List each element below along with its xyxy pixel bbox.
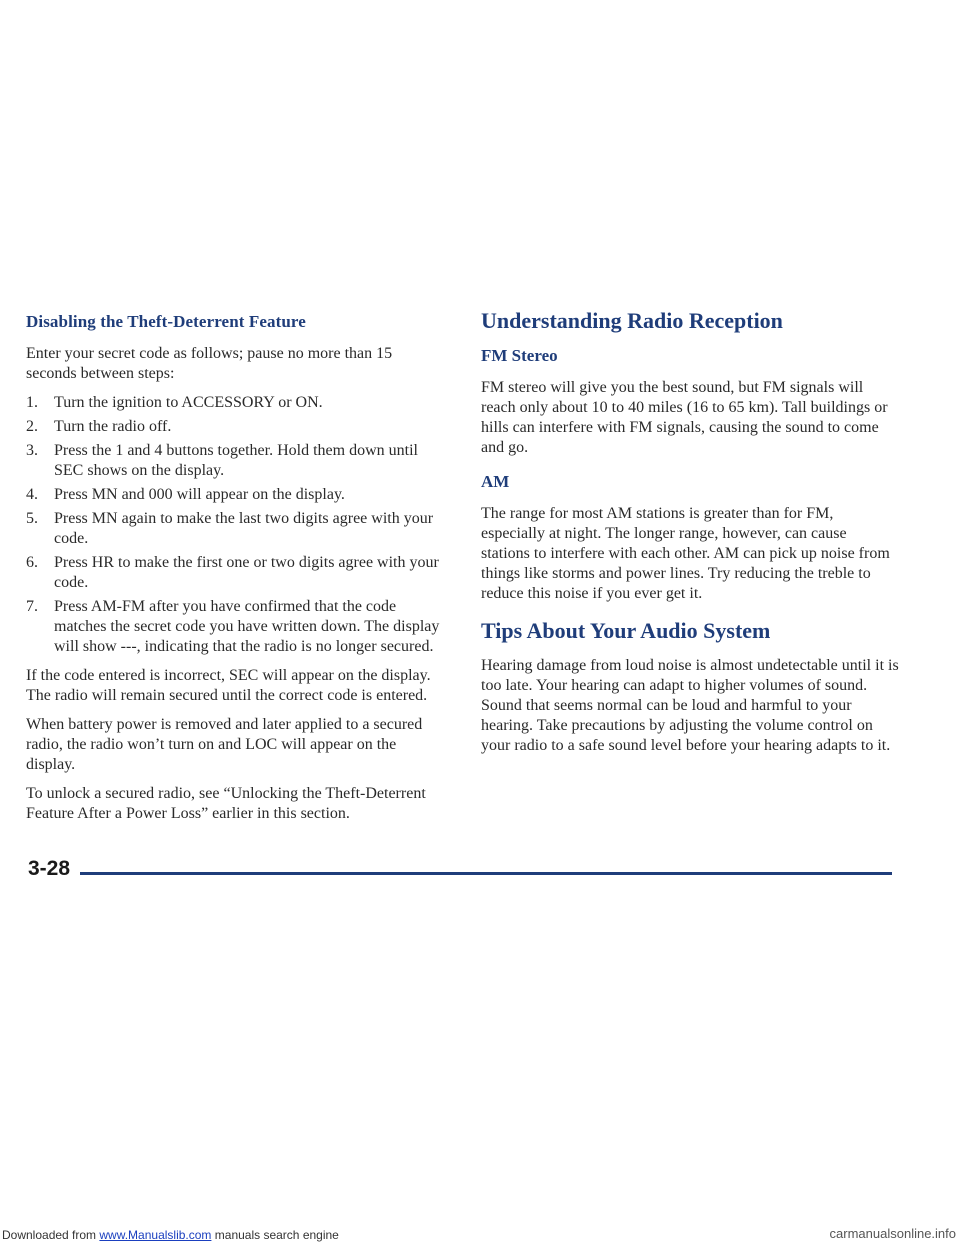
radio-reception-heading: Understanding Radio Reception <box>481 308 783 333</box>
download-suffix: manuals search engine <box>211 1228 339 1242</box>
am-text: The range for most AM stations is greater than for FM, especially at night. The longer range, however, can cause stations to interfere with each other. AM can pick up noise from things like storms and power lines. Try reducing the treble to reduce this noise if you ever get it. <box>481 505 890 602</box>
fm-stereo-heading: FM Stereo <box>481 346 558 365</box>
step-text: Press AM-FM after you have confirmed that the code matches the secret code you have written down. The display will show ---, indicating that the radio is no longer secured. <box>54 598 440 655</box>
audio-tips-heading: Tips About Your Audio System <box>481 618 771 643</box>
audio-tips-text: Hearing damage from loud noise is almost undetectable until it is too late. Your hearing can adapt to higher volumes of sound. Sound that seems normal can be loud and harmful to your hearing. Take precautions by adjusting the volume control on your radio to a safe sound level before your hearing adapts to it. <box>481 657 899 754</box>
right-column <box>481 306 899 765</box>
left-column <box>26 306 444 833</box>
incorrect-code-text: If the code entered is incorrect, SEC will appear on the display. The radio will remain secured until the correct code is entered. <box>26 667 431 704</box>
theft-deterrent-heading: Disabling the Theft-Deterrent Feature <box>26 312 306 331</box>
step-number: 6. <box>26 554 38 571</box>
step-text: Turn the ignition to ACCESSORY or ON. <box>54 394 323 411</box>
download-prefix: Downloaded from <box>2 1228 100 1242</box>
download-credit <box>2 1228 339 1242</box>
battery-power-text: When battery power is removed and later applied to a secured radio, the radio won’t turn on and LOC will appear on the display. <box>26 716 423 773</box>
step-item <box>26 553 444 593</box>
unlock-text: To unlock a secured radio, see “Unlocking the Theft-Deterrent Feature After a Power Loss” earlier in this section. <box>26 785 426 822</box>
footer-rule <box>80 872 892 875</box>
am-heading: AM <box>481 472 510 491</box>
steps-list <box>26 393 444 657</box>
step-item <box>26 597 444 657</box>
step-text: Turn the radio off. <box>54 418 172 435</box>
step-text: Press HR to make the first one or two digits agree with your code. <box>54 554 439 591</box>
step-number: 2. <box>26 418 38 435</box>
step-number: 1. <box>26 394 38 411</box>
step-number: 7. <box>26 598 38 615</box>
step-number: 4. <box>26 486 38 503</box>
page-number: 3-28 <box>28 857 71 880</box>
step-text: Press the 1 and 4 buttons together. Hold them down until SEC shows on the display. <box>54 442 418 479</box>
step-number: 5. <box>26 510 38 527</box>
intro-text: Enter your secret code as follows; pause no more than 15 seconds between steps: <box>26 345 393 382</box>
step-text: Press MN again to make the last two digits agree with your code. <box>54 510 434 547</box>
manualslib-link[interactable]: www.Manualslib.com <box>99 1228 212 1242</box>
watermark: carmanualsonline.info <box>829 1226 956 1241</box>
step-item <box>26 417 444 437</box>
step-item <box>26 509 444 549</box>
step-number: 3. <box>26 442 38 459</box>
step-item <box>26 485 444 505</box>
fm-stereo-text: FM stereo will give you the best sound, but FM signals will reach only about 10 to 40 miles (16 to 65 km). Tall buildings or hills can interfere with FM signals, causing the sound to come and go. <box>481 379 888 456</box>
step-text: Press MN and 000 will appear on the display. <box>54 486 345 503</box>
step-item <box>26 441 444 481</box>
step-item <box>26 393 444 413</box>
